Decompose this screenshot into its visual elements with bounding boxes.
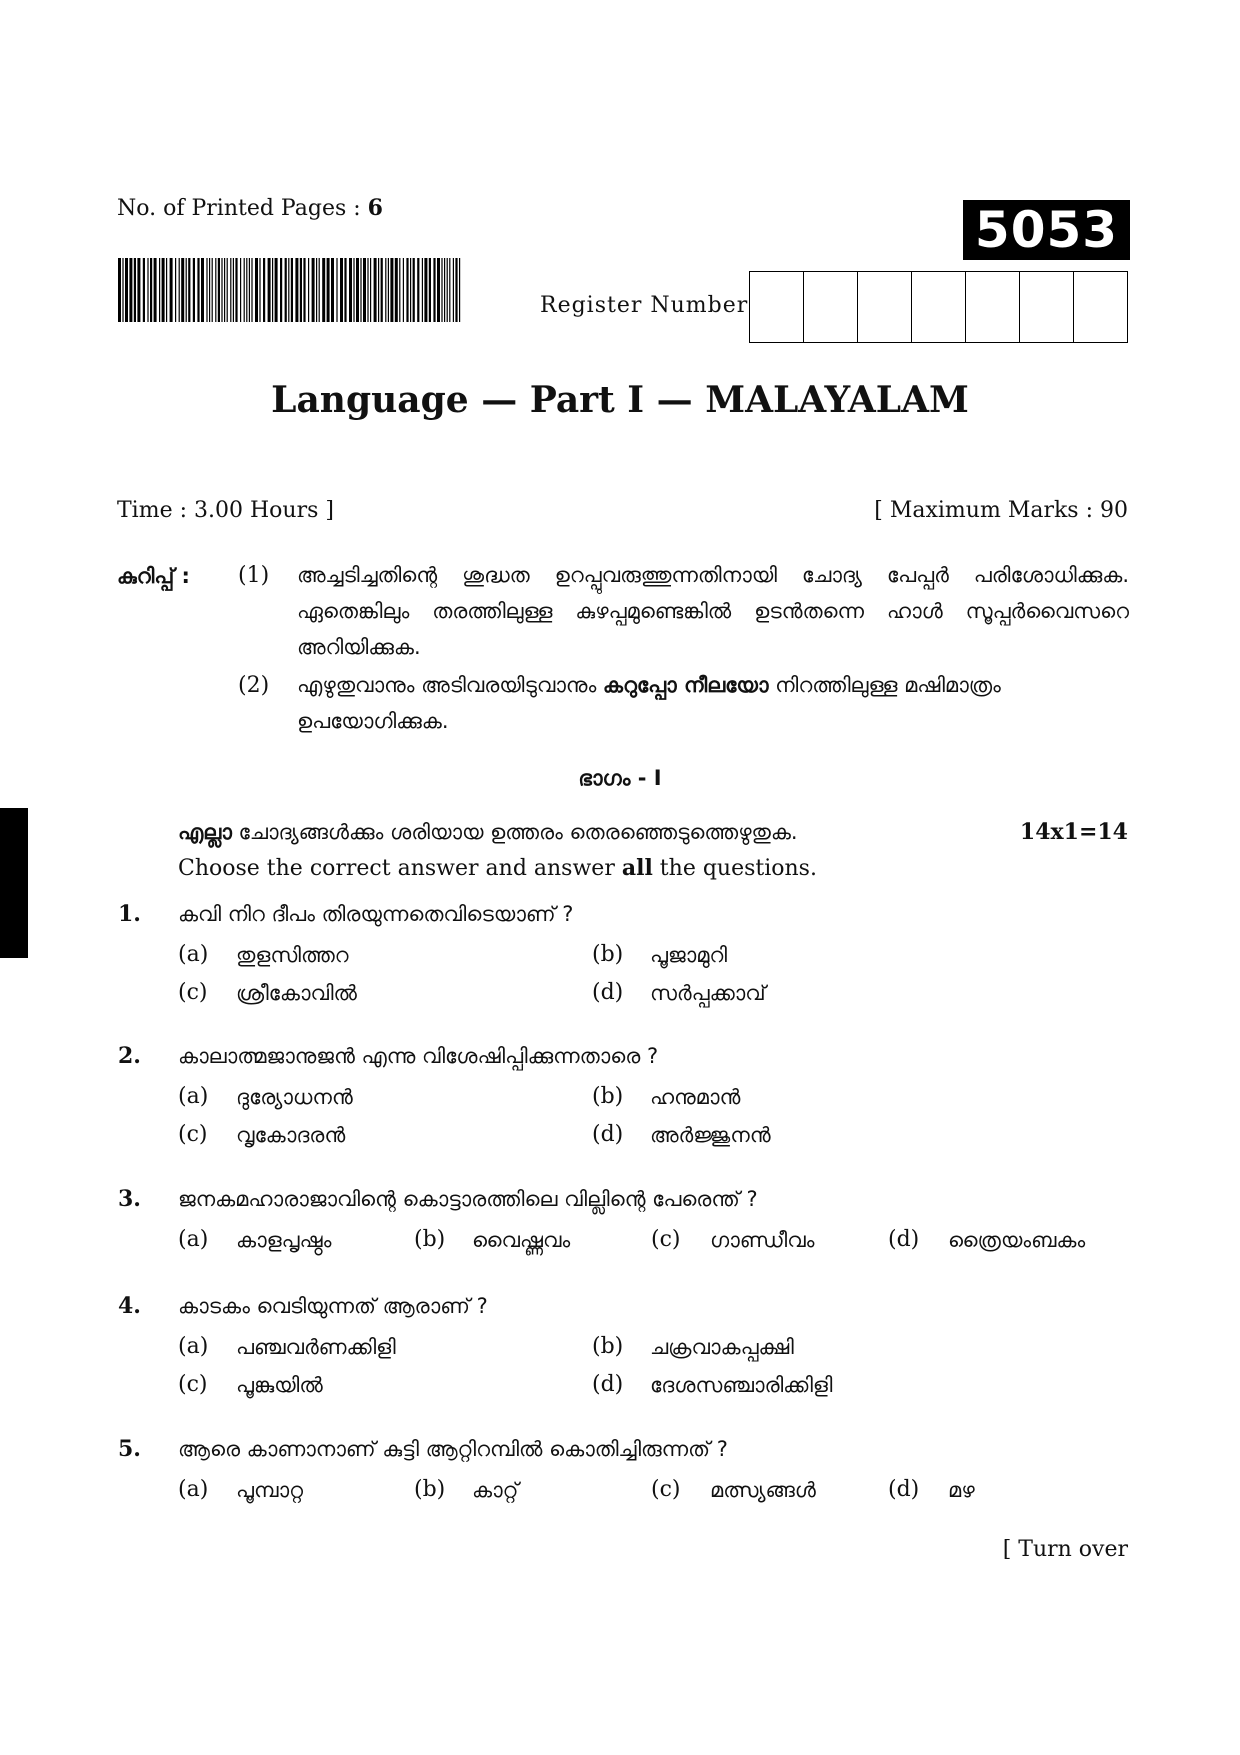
register-cell[interactable] <box>1019 272 1073 342</box>
option-label: (b) <box>592 942 624 967</box>
option-label: (a) <box>178 1084 209 1109</box>
option-text[interactable]: കാറ്റ് <box>472 1478 519 1502</box>
option-text[interactable]: പൂമ്പാറ്റ <box>236 1478 304 1502</box>
option-label: (a) <box>178 1334 209 1359</box>
question-text: ജനകമഹാരാജാവിന്റെ കൊട്ടാരത്തിലെ വില്ലിന്റെ പേരെന്ത് ? <box>178 1187 758 1211</box>
time-allowed: Time : 3.00 Hours ] <box>117 498 334 523</box>
note-text-part: എഴുതുവാനും അടിവരയിടുവാനും <box>297 673 603 697</box>
option-text[interactable]: സർപ്പക്കാവ് <box>650 981 766 1005</box>
option-label: (c) <box>178 1372 208 1397</box>
option-text[interactable]: പൂജാമുറി <box>650 943 728 967</box>
option-label: (d) <box>592 1122 624 1147</box>
maximum-marks: [ Maximum Marks : 90 <box>874 498 1128 523</box>
printed-pages <box>117 194 383 223</box>
option-text[interactable]: ശ്രീകോവിൽ <box>236 981 357 1005</box>
paper-code: 5053 <box>963 200 1130 260</box>
note-text-emphasis: കറുപ്പോ നീലയോ <box>602 673 769 697</box>
instruction-text: the questions. <box>652 856 817 881</box>
option-text[interactable]: തുളസിത്തറ <box>236 943 349 967</box>
question-text: കാടകം വെടിയുന്നത് ആരാണ് ? <box>178 1294 488 1318</box>
option-label: (a) <box>178 942 209 967</box>
question-text: കവി നിറ ദീപം തിരയുന്നതെവിടെയാണ് ? <box>178 902 574 926</box>
option-text[interactable]: ഹനുമാൻ <box>650 1085 741 1109</box>
barcode <box>118 258 463 322</box>
option-text[interactable]: പൂങ്കുയിൽ <box>236 1373 323 1397</box>
option-text[interactable]: പഞ്ചവർണക്കിളി <box>236 1335 396 1359</box>
question-number: 1. <box>118 901 141 927</box>
option-label: (d) <box>592 1372 624 1397</box>
option-text[interactable]: വൃകോദരൻ <box>236 1123 346 1147</box>
option-text[interactable]: ദുര്യോധനൻ <box>236 1085 353 1109</box>
instruction-emphasis: എല്ലാ <box>178 820 232 844</box>
option-label: (b) <box>414 1477 446 1502</box>
option-label: (d) <box>888 1227 920 1252</box>
question-number: 4. <box>118 1293 141 1319</box>
part-title: ഭാഗം - I <box>578 766 662 790</box>
notes-label: കുറിപ്പ് : <box>117 564 190 588</box>
note-number: (1) <box>238 563 270 588</box>
option-text[interactable]: മഴ <box>948 1478 975 1502</box>
paper-title: Language — Part I — MALAYALAM <box>271 379 969 421</box>
option-label: (d) <box>592 980 624 1005</box>
instruction-text: ചോദ്യങ്ങൾക്കും ശരിയായ ഉത്തരം തെരഞ്ഞെടുത്തെഴുതുക. <box>231 820 798 844</box>
instruction-english <box>178 854 817 883</box>
register-cell[interactable] <box>750 272 803 342</box>
option-text[interactable]: കാളപൃഷ്ഠം <box>236 1228 332 1252</box>
note-text: അച്ചടിച്ചതിന്റെ ശുദ്ധത ഉറപ്പുവരുത്തുന്നതിനായി ചോദ്യ പേപ്പർ പരിശോധിക്കുക. ഏതെങ്കിലും തരത്തിലുള്ള കുഴപ്പമുണ്ടെങ്കിൽ ഉടൻതന്നെ ഹാൾ സൂപ്പർവൈസറെ അറിയിക്കുക. <box>297 563 1129 659</box>
question-text: കാലാത്മജാനുജൻ എന്നു വിശേഷിപ്പിക്കുന്നതാരെ ? <box>178 1044 659 1068</box>
register-number-grid[interactable] <box>749 271 1128 343</box>
option-label: (c) <box>178 1122 208 1147</box>
question-text: ആരെ കാണാനാണ് കുട്ടി ആറ്റിറമ്പിൽ കൊതിച്ചിരുന്നത് ? <box>178 1437 728 1461</box>
page-edge-marker <box>0 808 28 958</box>
option-label: (a) <box>178 1477 209 1502</box>
note-number: (2) <box>238 673 270 698</box>
option-label: (a) <box>178 1227 209 1252</box>
instruction-text: Choose the correct answer and answer <box>178 856 622 881</box>
register-number-label: Register Number <box>540 293 749 318</box>
option-label: (c) <box>651 1477 681 1502</box>
note-text-part: നിറത്തിലുള്ള മഷിമാത്രം ഉപയോഗിക്കുക. <box>297 673 1001 733</box>
option-text[interactable]: മത്സ്യങ്ങൾ <box>710 1478 816 1502</box>
register-cell[interactable] <box>911 272 965 342</box>
printed-pages-value: 6 <box>367 195 383 221</box>
instruction-malayalam <box>178 818 798 846</box>
question-number: 2. <box>118 1043 141 1069</box>
option-text[interactable]: ചക്രവാകപ്പക്ഷി <box>650 1335 794 1359</box>
option-text[interactable]: വൈഷ്ണവം <box>472 1228 571 1252</box>
section-marks: 14x1=14 <box>1019 819 1128 845</box>
option-label: (b) <box>592 1334 624 1359</box>
register-cell[interactable] <box>857 272 911 342</box>
question-number: 5. <box>118 1436 141 1462</box>
note-text <box>297 667 1129 739</box>
register-cell[interactable] <box>803 272 857 342</box>
option-label: (c) <box>178 980 208 1005</box>
turn-over-note: [ Turn over <box>1002 1537 1128 1562</box>
question-number: 3. <box>118 1186 141 1212</box>
option-text[interactable]: ദേശസഞ്ചാരിക്കിളി <box>650 1373 833 1397</box>
option-label: (b) <box>414 1227 446 1252</box>
option-label: (c) <box>651 1227 681 1252</box>
option-text[interactable]: അർജ്ജുനൻ <box>650 1123 771 1147</box>
register-cell[interactable] <box>965 272 1019 342</box>
register-cell[interactable] <box>1073 272 1127 342</box>
instruction-emphasis: all <box>621 855 653 881</box>
printed-pages-label: No. of Printed Pages : <box>117 196 368 221</box>
option-text[interactable]: ഗാണ്ഡീവം <box>710 1228 815 1252</box>
option-label: (d) <box>888 1477 920 1502</box>
option-text[interactable]: ത്രൈയംബകം <box>948 1228 1086 1252</box>
option-label: (b) <box>592 1084 624 1109</box>
